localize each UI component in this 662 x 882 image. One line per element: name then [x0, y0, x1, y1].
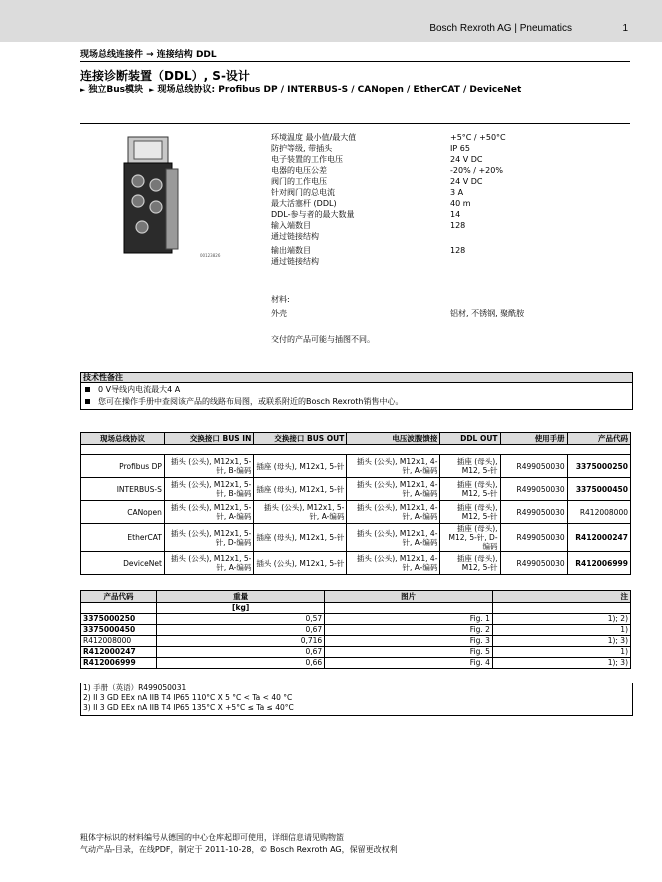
table-cell: 插座 (母头), M12, 5-针: [440, 552, 500, 575]
table-cell: R499050030: [500, 524, 567, 552]
column-header: 现场总线协议: [81, 433, 165, 445]
spec-label: 电子装置的工作电压: [271, 155, 343, 164]
table-cell: 插头 (公头), M12x1, 5-针, A-编码: [164, 501, 253, 524]
page-number: 1: [622, 23, 628, 34]
spec-value: IP 65: [450, 144, 470, 153]
column-header: 交换接口 BUS IN: [164, 433, 253, 445]
page-title: 连接诊断装置（DDL）, S-设计: [80, 69, 250, 83]
product-image: [120, 135, 180, 255]
triangle-icon: ►: [80, 86, 86, 94]
table-row: [81, 552, 631, 575]
table-cell: 1): [492, 647, 630, 658]
table-cell: 插头 (公头), M12x1, 5-针, D-编码: [164, 524, 253, 552]
table-cell: R412000247: [567, 524, 630, 552]
table-cell: Fig. 5: [325, 647, 493, 658]
column-header: 重量: [157, 591, 325, 603]
table-cell: Fig. 3: [325, 636, 493, 647]
spec-value: 128: [450, 246, 466, 255]
column-header: 使用手册: [500, 433, 567, 445]
table-row: [81, 478, 631, 501]
column-header: 注: [492, 591, 630, 603]
housing-value: 铝材, 不锈钢, 聚酰胺: [450, 309, 525, 318]
table-cell: DeviceNet: [81, 552, 165, 575]
table-row: [81, 647, 631, 658]
spec-label: 电器的电压公差: [271, 166, 327, 175]
table-cell: 3375000450: [81, 625, 157, 636]
spec-value: 40 m: [450, 199, 471, 208]
spec-label: DDL-参与者的最大数量: [271, 210, 355, 219]
table-cell: 插头 (公头), M12x1, 4-针, A-编码: [347, 501, 440, 524]
column-header: 产品代码: [567, 433, 630, 445]
weight-table: [80, 590, 631, 669]
spec-label: 输出端数目: [271, 246, 311, 255]
divider: [80, 123, 630, 124]
table-cell: 1); 2): [492, 614, 630, 625]
divider: [80, 61, 630, 62]
table-cell: Fig. 4: [325, 658, 493, 669]
table-cell: 0,66: [157, 658, 325, 669]
table-row: [81, 455, 631, 478]
table-cell: 插头 (公头), M12x1, 4-针, A-编码: [347, 478, 440, 501]
table-cell: 1); 3): [492, 636, 630, 647]
table-cell: Fig. 2: [325, 625, 493, 636]
table-cell: 插头 (公头), M12x1, 4-针, A-编码: [347, 552, 440, 575]
subtitle: ► 独立Bus模块 ► 现场总线协议: Profibus DP / INTERBUS-S / CANopen / EtherCAT / DeviceNet: [80, 85, 522, 95]
spec-value: 128: [450, 221, 466, 230]
table-row: [81, 501, 631, 524]
table-cell: R412000247: [81, 647, 157, 658]
table-cell: 插座 (母头), M12, 5-针: [440, 501, 500, 524]
tech-notes-title: 技术性备注: [81, 373, 632, 383]
table-cell: 插头 (公头), M12x1, 5-针, B-编码: [164, 478, 253, 501]
note-item: 0 V导线内电流最大4 A: [85, 384, 180, 395]
table-cell: R412006999: [81, 658, 157, 669]
table-cell: 0,716: [157, 636, 325, 647]
table-cell: R499050030: [500, 478, 567, 501]
company-name: Bosch Rexroth AG | Pneumatics: [429, 23, 572, 34]
table-cell: Fig. 1: [325, 614, 493, 625]
material-label: 材料:: [271, 295, 290, 304]
table-cell: R412006999: [567, 552, 630, 575]
spec-value: +5°C / +50°C: [450, 133, 506, 142]
table-cell: 插座 (母头), M12, 5-针, D-编码: [440, 524, 500, 552]
table-cell: 0,57: [157, 614, 325, 625]
spec-label: 环境温度 最小值/最大值: [271, 133, 357, 142]
table-cell: 1); 3): [492, 658, 630, 669]
table-row: [81, 658, 631, 669]
column-header: 电压波腹馈接: [347, 433, 440, 445]
table-cell: CANopen: [81, 501, 165, 524]
table-cell: R412008000: [567, 501, 630, 524]
unit-label: [kg]: [157, 603, 325, 614]
product-table: [80, 432, 631, 575]
table-cell: INTERBUS-S: [81, 478, 165, 501]
table-cell: R499050030: [500, 552, 567, 575]
table-cell: 插座 (母头), M12x1, 5-针: [254, 524, 347, 552]
table-cell: 插头 (公头), M12x1, 5-针: [254, 552, 347, 575]
bullet-icon: [85, 399, 90, 404]
spec-value: 14: [450, 210, 461, 219]
table-row: [81, 614, 631, 625]
spec-label: 防护等级, 带插头: [271, 144, 333, 153]
spec-value: 24 V DC: [450, 155, 483, 164]
bullet-icon: [85, 387, 90, 392]
spec-value: 24 V DC: [450, 177, 483, 186]
table-cell: 插头 (公头), M12x1, 5-针, A-编码: [254, 501, 347, 524]
footer-line: 气动产品-目录，在线PDF，制定于 2011-10-28，© Bosch Rexroth AG，保留更改权利: [80, 845, 398, 854]
table-cell: 插座 (母头), M12, 5-针: [440, 455, 500, 478]
table-cell: 0,67: [157, 625, 325, 636]
triangle-icon: ►: [149, 86, 155, 94]
footer-line: 粗体字标识的材料编号从德国的中心仓库起即可使用，详细信息请见购物篮: [80, 833, 344, 842]
spec-label: 通过链接结构: [271, 257, 319, 266]
image-code: 00123826: [200, 253, 221, 258]
table-row: [81, 524, 631, 552]
table-cell: 插座 (母头), M12x1, 5-针: [254, 455, 347, 478]
table-row: [81, 625, 631, 636]
column-header: 产品代码: [81, 591, 157, 603]
table-cell: 3375000250: [81, 614, 157, 625]
page-header: [0, 0, 662, 42]
housing-label: 外壳: [271, 309, 287, 318]
table-cell: EtherCAT: [81, 524, 165, 552]
table-cell: 插头 (公头), M12x1, 4-针, A-编码: [347, 455, 440, 478]
table-cell: R499050030: [500, 501, 567, 524]
tech-notes-box: [80, 372, 633, 410]
footnotes: 1) 手册（英语）R499050031 2) II 3 GD EEx nA IIB T4 IP65 110°C X 5 °C < Ta < 40 °C 3) II 3 GD EEx nA IIB T4 IP65 135°C X +5°C ≤ Ta ≤ 40°C: [80, 683, 633, 716]
table-cell: R412008000: [81, 636, 157, 647]
table-cell: 0,67: [157, 647, 325, 658]
table-cell: Profibus DP: [81, 455, 165, 478]
column-header: 交换接口 BUS OUT: [254, 433, 347, 445]
column-header: 图片: [325, 591, 493, 603]
breadcrumb: 现场总线连接件 → 连接结构 DDL: [80, 50, 217, 60]
column-header: DDL OUT: [440, 433, 500, 445]
spec-value: -20% / +20%: [450, 166, 503, 175]
delivery-note: 交付的产品可能与插图不同。: [271, 335, 375, 344]
spec-label: 最大活塞杆 (DDL): [271, 199, 337, 208]
table-cell: R499050030: [500, 455, 567, 478]
table-row: [81, 636, 631, 647]
spec-label: 针对阀门的总电流: [271, 188, 335, 197]
spec-label: 输入端数目: [271, 221, 311, 230]
table-cell: 插头 (公头), M12x1, 5-针, A-编码: [164, 552, 253, 575]
spec-label: 通过链接结构: [271, 232, 319, 241]
table-cell: 3375000250: [567, 455, 630, 478]
spec-value: 3 A: [450, 188, 464, 197]
table-cell: 插头 (公头), M12x1, 5-针, B-编码: [164, 455, 253, 478]
table-cell: 1): [492, 625, 630, 636]
table-cell: 插座 (母头), M12x1, 5-针: [254, 478, 347, 501]
note-item: 您可在操作手册中查阅该产品的线路布局图，或联系附近的Bosch Rexroth销售中心。: [85, 396, 404, 407]
spec-label: 阀门的工作电压: [271, 177, 327, 186]
table-cell: 3375000450: [567, 478, 630, 501]
table-cell: 插头 (公头), M12x1, 4-针, A-编码: [347, 524, 440, 552]
table-cell: 插座 (母头), M12, 5-针: [440, 478, 500, 501]
